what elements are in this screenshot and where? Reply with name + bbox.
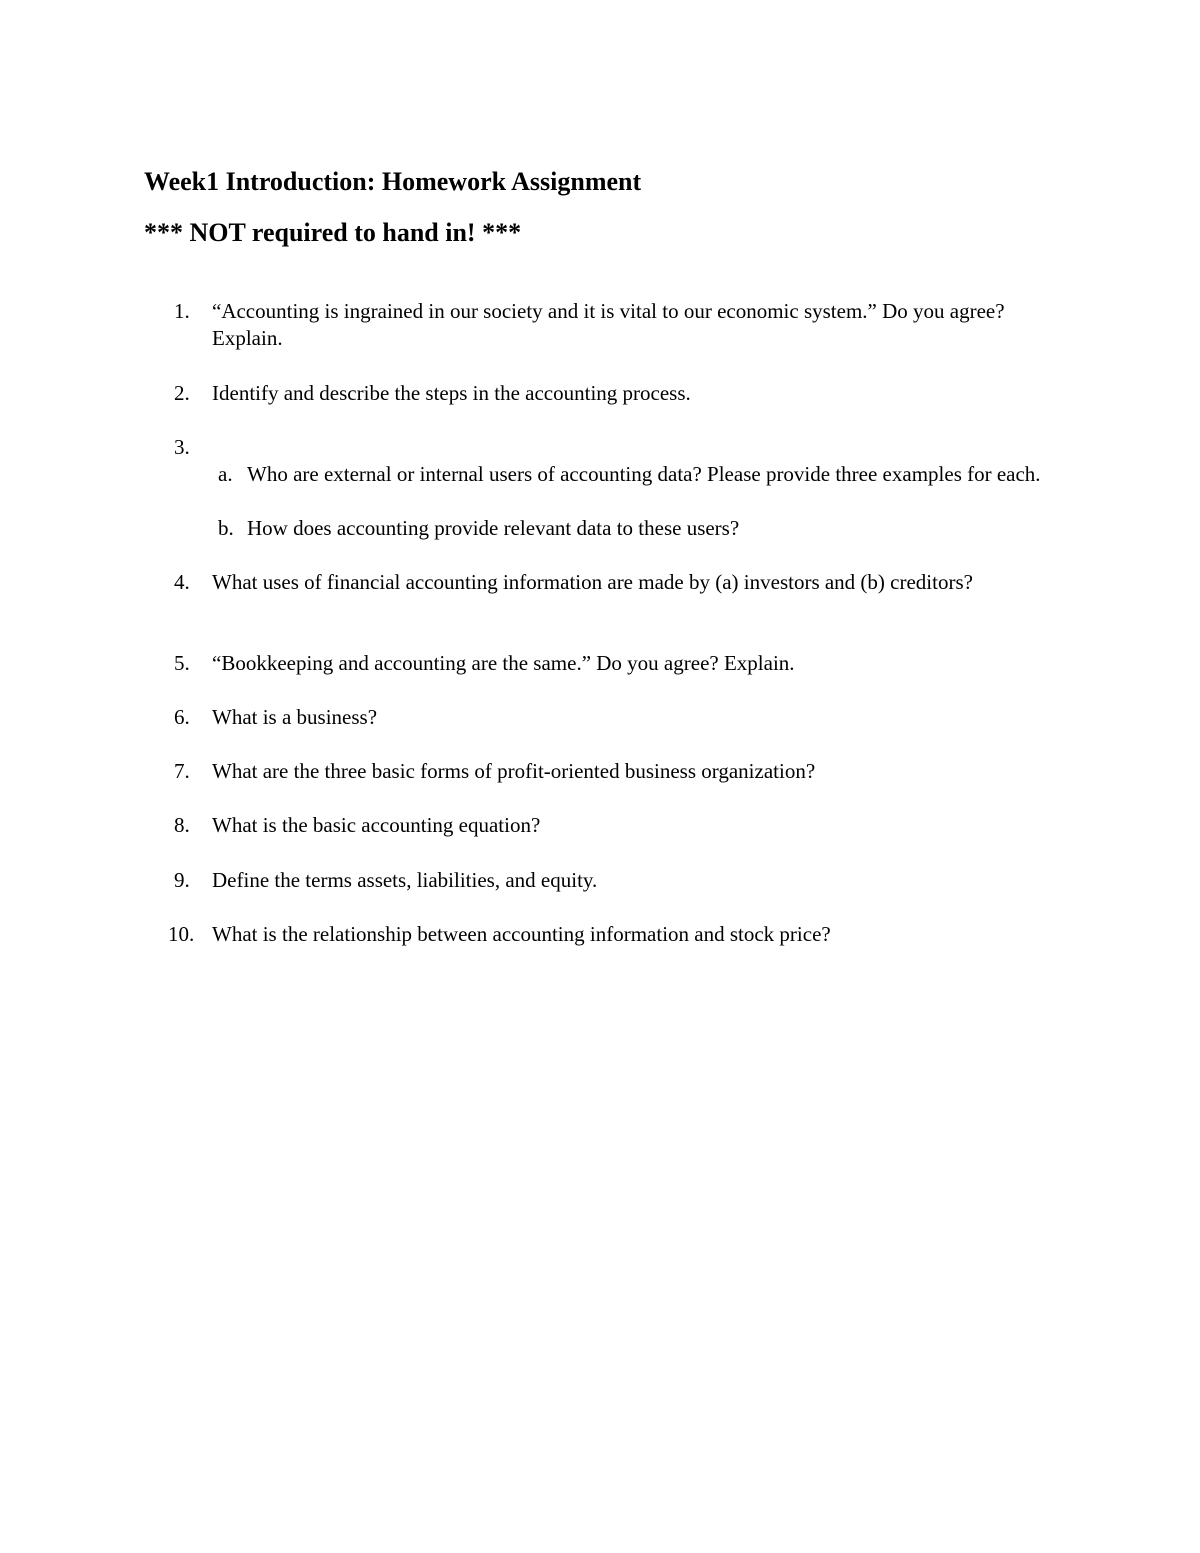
question-text: Identify and describe the steps in the accounting process. <box>212 381 691 405</box>
question-number: 4. <box>174 570 190 594</box>
question-number: 1. <box>174 299 190 323</box>
question-number: 2. <box>174 381 190 405</box>
subitem-letter: a. <box>218 462 233 486</box>
question-number: 9. <box>174 868 190 892</box>
question-number: 6. <box>174 705 190 729</box>
subitem-text: How does accounting provide relevant data to these users? <box>247 516 740 540</box>
subitem-letter: b. <box>218 516 234 540</box>
question-number: 10. <box>168 922 195 946</box>
question-number: 7. <box>174 759 190 783</box>
question-text: What is the relationship between accounting information and stock price? <box>212 922 831 946</box>
question-text: What is a business? <box>212 705 378 729</box>
question-text: What uses of financial accounting information are made by (a) investors and (b) creditors? <box>212 570 973 594</box>
question-text: What is the basic accounting equation? <box>212 813 541 837</box>
subitem-text: Who are external or internal users of accounting data? Please provide three examples for each. <box>247 462 1041 486</box>
page-subtitle: *** NOT required to hand in! *** <box>144 218 522 247</box>
question-text: “Accounting is ingrained in our society and it is vital to our economic system.” Do you agree? Explain. <box>212 299 1005 350</box>
question-number: 3. <box>174 435 190 459</box>
question-text: What are the three basic forms of profit-oriented business organization? <box>212 759 816 783</box>
question-number: 8. <box>174 813 190 837</box>
question-text: Define the terms assets, liabilities, and equity. <box>212 868 598 892</box>
page-title: Week1 Introduction: Homework Assignment <box>144 167 642 196</box>
question-text: “Bookkeeping and accounting are the same.” Do you agree? Explain. <box>212 651 795 675</box>
question-number: 5. <box>174 651 190 675</box>
